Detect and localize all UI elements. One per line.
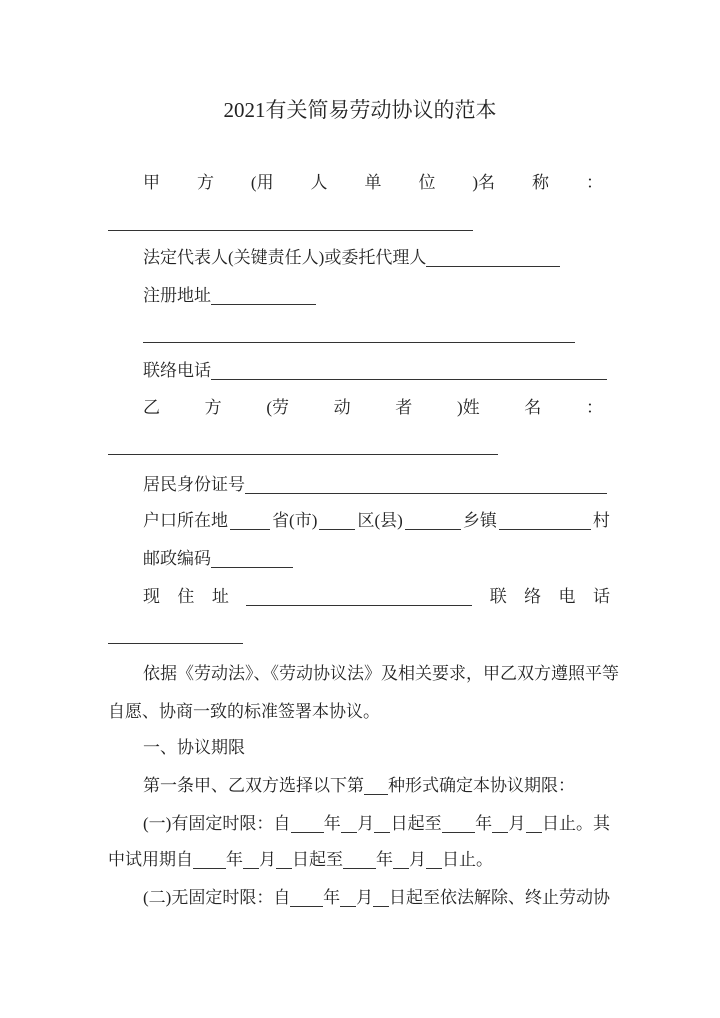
address-line (143, 284, 316, 308)
phone-line (143, 359, 607, 383)
blank[interactable] (499, 511, 591, 530)
blank[interactable] (526, 814, 542, 833)
party-a-name-label (143, 171, 603, 195)
blank[interactable] (340, 888, 356, 907)
text: )姓 (456, 398, 480, 417)
blank[interactable] (374, 814, 390, 833)
intro-line-2: 自愿、协商一致的标准签署本协议。 (108, 702, 380, 721)
postal-line (143, 547, 293, 571)
text: 动 (333, 398, 351, 417)
blank[interactable] (426, 850, 442, 869)
blank[interactable] (492, 814, 508, 833)
blank[interactable] (343, 850, 376, 869)
text: 位 (418, 173, 436, 192)
text: 中试用期自 (108, 850, 193, 869)
text: 日止。其 (541, 814, 610, 833)
fixed-term-line-2 (108, 848, 493, 872)
rep-label: 法定代表人(关键责任人)或委托代理人 (143, 248, 427, 267)
text: 户口所在地 (143, 511, 228, 530)
text: 月 (409, 850, 426, 869)
text: 乙 (143, 398, 160, 417)
blank[interactable] (291, 814, 324, 833)
text: 年 (376, 850, 393, 869)
text: 方 (196, 173, 214, 192)
hukou-line (143, 509, 610, 533)
text: 第一条甲、乙双方选择以下第 (143, 776, 364, 795)
text: 月 (356, 888, 374, 907)
text: 年 (323, 888, 341, 907)
blank[interactable] (243, 850, 259, 869)
text: (用 (250, 173, 274, 192)
text: 称 (532, 173, 550, 192)
id-label: 居民身份证号 (143, 475, 245, 494)
address-blank[interactable] (211, 286, 316, 305)
text: (二)无固定时限：自 (143, 888, 291, 907)
text: 年 (323, 814, 341, 833)
contact-blank[interactable] (108, 625, 243, 644)
blank[interactable] (373, 888, 389, 907)
text: 月 (259, 850, 276, 869)
blank[interactable] (193, 850, 226, 869)
text: 现 (143, 587, 160, 606)
text: 乡镇 (462, 511, 497, 530)
blank[interactable] (405, 511, 461, 530)
party-a-name-blank[interactable] (108, 212, 473, 231)
blank[interactable] (230, 511, 270, 530)
blank[interactable] (341, 814, 357, 833)
blank[interactable] (290, 888, 323, 907)
text: 电 (558, 587, 576, 606)
text: 种形式确定本协议期限： (388, 776, 575, 795)
address-blank-2[interactable] (143, 324, 575, 343)
current-address-line (143, 585, 610, 609)
postal-label: 邮政编码 (143, 549, 211, 568)
text: )名 (472, 173, 496, 192)
text: 方 (204, 398, 222, 417)
text: 者 (395, 398, 413, 417)
text: 络 (524, 587, 542, 606)
text: (劳 (266, 398, 289, 417)
rep-line (143, 246, 560, 270)
text: 日起至依法解除、终止劳动协 (389, 888, 610, 907)
intro-line-1: 依据《劳动法》、《劳动协议法》及相关要求，甲乙双方遵照平等 (143, 664, 619, 683)
text: 单 (364, 173, 382, 192)
section-heading: 一、协议期限 (143, 738, 245, 757)
fixed-term-line-1 (143, 812, 610, 836)
text: 址 (211, 587, 229, 606)
blank[interactable] (276, 850, 292, 869)
text: ： (585, 173, 603, 192)
address-label: 注册地址 (143, 286, 211, 305)
text: ： (585, 398, 603, 417)
id-line (143, 473, 607, 497)
text: 日止。 (442, 850, 493, 869)
text: 年 (226, 850, 243, 869)
text: (一)有固定时限：自 (143, 814, 291, 833)
text: 名 (524, 398, 542, 417)
text: 省(市) (272, 511, 318, 530)
text: 年 (475, 814, 493, 833)
document-title: 2021有关简易劳动协议的范本 (223, 98, 497, 122)
current-address-blank[interactable] (246, 587, 472, 606)
article-1 (143, 774, 575, 798)
text: 人 (310, 173, 328, 192)
open-term-line (143, 886, 610, 910)
text: 日起至 (390, 814, 442, 833)
blank[interactable] (393, 850, 409, 869)
text: 月 (508, 814, 526, 833)
blank[interactable] (319, 511, 355, 530)
postal-blank[interactable] (211, 549, 293, 568)
party-b-name-label (143, 396, 603, 420)
phone-label: 联络电话 (143, 361, 211, 380)
text: 甲 (143, 173, 160, 192)
text: 住 (177, 587, 195, 606)
blank[interactable] (364, 776, 388, 795)
id-blank[interactable] (245, 475, 607, 494)
text: 话 (592, 587, 610, 606)
text: 月 (357, 814, 375, 833)
text: 区(县) (357, 511, 403, 530)
rep-blank[interactable] (426, 248, 560, 267)
text: 村 (592, 511, 610, 530)
blank[interactable] (442, 814, 475, 833)
party-b-name-blank[interactable] (108, 436, 498, 455)
phone-blank[interactable] (211, 361, 607, 380)
text: 联 (489, 587, 507, 606)
text: 日起至 (292, 850, 343, 869)
